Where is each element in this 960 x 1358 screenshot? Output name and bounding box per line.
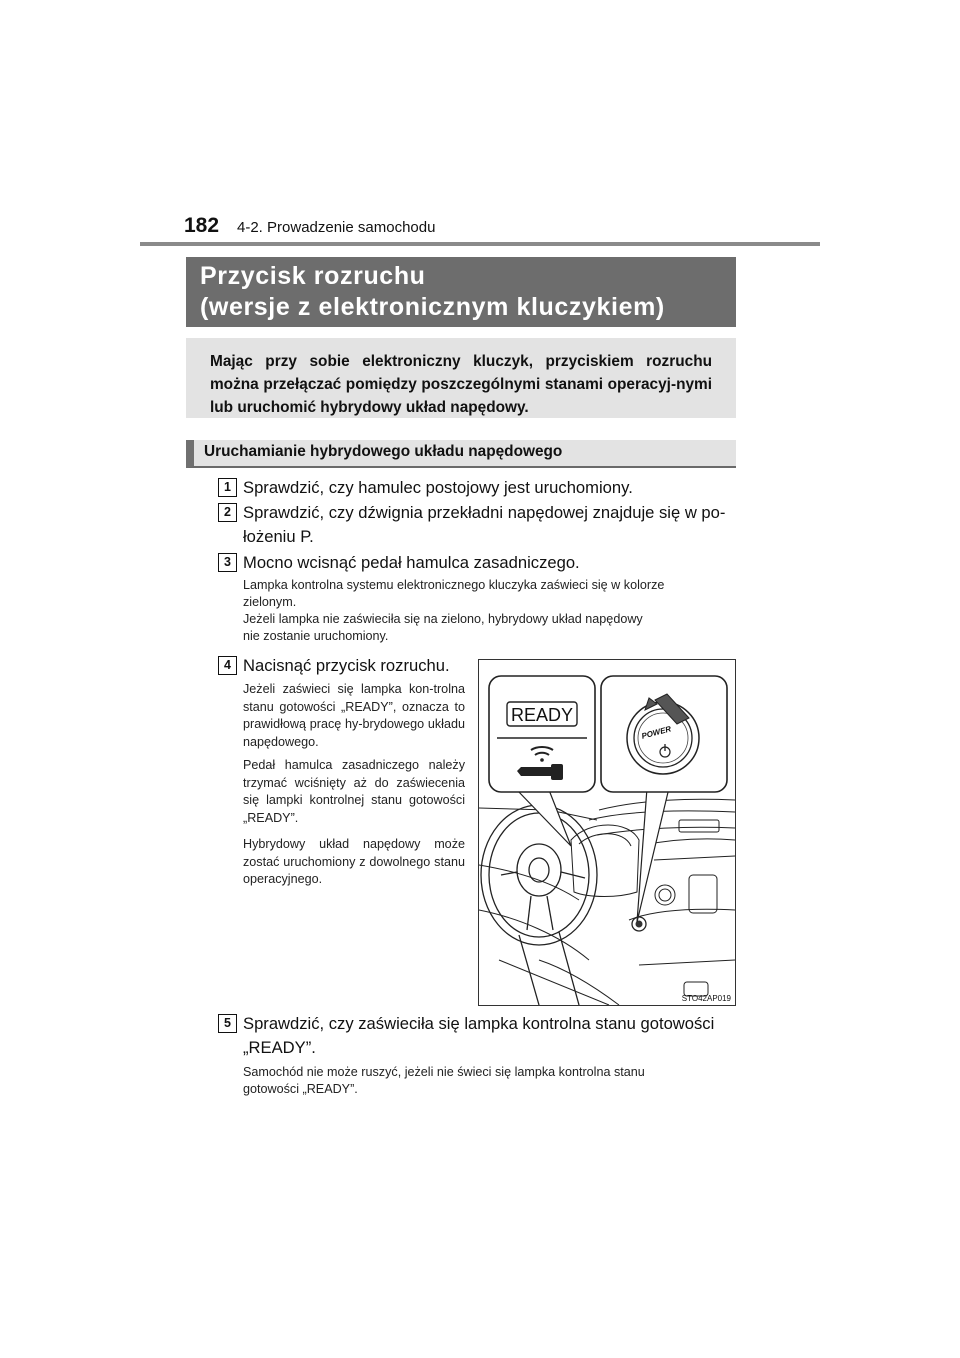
step-3-note-2-line-2: nie zostanie uruchomiony. — [243, 629, 389, 643]
step-1-text: Sprawdzić, czy hamulec postojowy jest uruchomiony. — [243, 478, 633, 497]
page-title-line-2: (wersje z elektronicznym kluczykiem) — [200, 293, 665, 321]
step-number-5: 5 — [218, 1014, 237, 1033]
step-4-note-3: Hybrydowy układ napędowy może zostać uruchomiony z dowolnego stanu operacyjnego. — [243, 837, 465, 886]
step-number-4: 4 — [218, 656, 237, 675]
step-5-text-line-2: „READY”. — [243, 1038, 316, 1057]
power-button-illustration — [478, 659, 736, 1006]
step-3-text: Mocno wcisnąć pedał hamulca zasadniczego. — [243, 553, 580, 572]
dashboard-drawing — [479, 660, 735, 1005]
step-4-text: Nacisnąć przycisk rozruchu. — [243, 656, 450, 675]
power-button-label: POWER — [640, 724, 673, 741]
page-title-line-1: Przycisk rozruchu — [200, 262, 426, 290]
section-heading: Uruchamianie hybrydowego układu napędowego — [186, 440, 736, 468]
step-3-note-2-line-1: Jeżeli lampka nie zaświeciła się na zielono, hybrydowy układ napędowy — [243, 612, 643, 626]
step-3-note-1-line-1: Lampka kontrolna systemu elektronicznego kluczyka zaświeci się w kolorze — [243, 578, 665, 592]
step-3-note-1-line-2: zielonym. — [243, 595, 297, 609]
figure-code: STO42AP019 — [681, 994, 731, 1003]
page-title — [186, 257, 736, 327]
step-4-note-1: Jeżeli zaświeci się lampka kon-trolna stanu gotowości „READY”, oznacza to prawidłową pracę hy-brydowego układu napędowego. — [243, 682, 465, 749]
breadcrumb: 4-2. Prowadzenie samochodu — [237, 219, 436, 236]
page-number: 182 — [184, 214, 220, 237]
intro-summary: Mając przy sobie elektroniczny kluczyk, przyciskiem rozruchu można przełączać pomiędzy poszczególnymi stanami operacyj-nymi lub uruchomić hybrydowy układ napędowy. — [186, 338, 736, 418]
ready-indicator-label: READY — [510, 705, 574, 725]
header-divider — [140, 242, 820, 246]
step-5-text-line-1: Sprawdzić, czy zaświeciła się lampka kontrolna stanu gotowości — [243, 1014, 715, 1033]
step-2-text-line-1: Sprawdzić, czy dźwignia przekładni napędowej znajduje się w po- — [243, 503, 726, 522]
step-5-note-line-1: Samochód nie może ruszyć, jeżeli nie świeci się lampka kontrolna stanu — [243, 1065, 645, 1079]
step-number-3: 3 — [218, 553, 237, 572]
step-2-text-line-2: łożeniu P. — [243, 527, 314, 546]
step-4-note-2: Pedał hamulca zasadniczego należy trzymać wciśnięty aż do zaświecenia się lampki kontrolnej stanu gotowości „READY”. — [243, 758, 465, 825]
step-number-2: 2 — [218, 503, 237, 522]
step-number-1: 1 — [218, 478, 237, 497]
step-5-note-line-2: gotowości „READY”. — [243, 1082, 358, 1096]
power-button-icon — [627, 702, 699, 774]
